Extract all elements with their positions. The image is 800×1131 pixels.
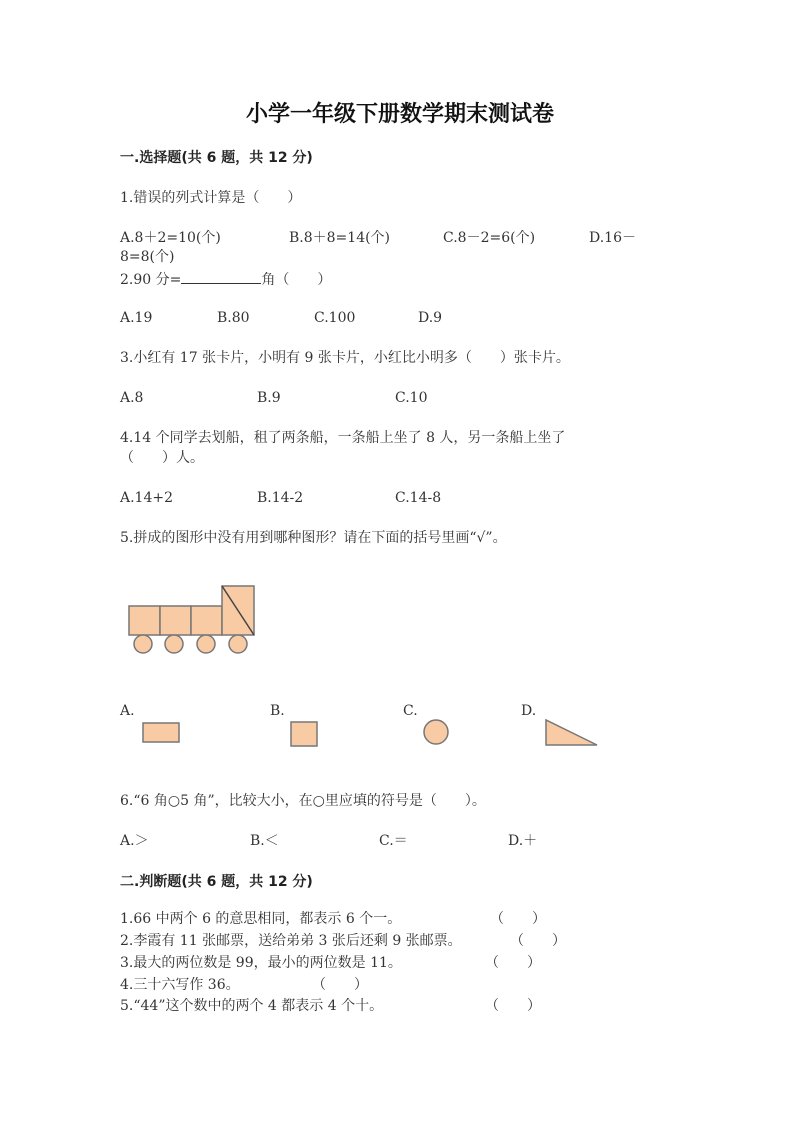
question-4-stem-line2: （ ）人。 [120,450,204,466]
truck-wheels [134,635,247,653]
question-3-option-b: B.9 [257,390,281,406]
section-heading-choice: 一.选择题(共 6 题，共 12 分) [120,150,313,166]
question-6-option-a: A.＞ [120,833,149,849]
question-4-option-c: C.14-8 [395,490,442,506]
question-2-stem-before: 2.90 分= [120,272,182,288]
judgement-answer-paren-4[interactable]: （ ） [312,977,368,993]
question-5-option-d: D. [521,703,537,719]
judgement-answer-paren-3[interactable]: （ ） [485,955,541,971]
judgement-item-1: 1.66 中两个 6 的意思相同，都表示 6 个一。 [120,911,402,927]
judgement-item-4: 4.三十六写作 36。 [120,977,240,993]
truck-body [129,586,254,635]
question-3-stem: 3.小红有 17 张卡片，小明有 9 张卡片，小红比小明多（ ）张卡片。 [120,350,570,366]
question-6-option-d: D.＋ [508,833,538,849]
question-5-option-c: C. [403,703,418,719]
section-heading-judgement: 二.判断题(共 6 题，共 12 分) [120,874,313,890]
question-1-option-b: B.8＋8=14(个) [289,230,391,246]
question-2-option-d: D.9 [418,310,443,326]
judgement-item-5: 5.“44”这个数中的两个 4 都表示 4 个十。 [120,998,384,1014]
question-5-option-b: B. [270,703,285,719]
question-4-stem: 4.14 个同学去划船，租了两条船，一条船上坐了 8 人，另一条船上坐了 [120,430,566,446]
judgement-item-3: 3.最大的两位数是 99，最小的两位数是 11。 [120,955,402,971]
rectangle-shape [143,723,179,742]
question-2-stem-after: 角（ ） [261,272,332,288]
question-4-option-b: B.14-2 [257,490,304,506]
question-2-option-b: B.80 [217,310,250,326]
judgement-answer-paren-1[interactable]: （ ） [490,911,546,927]
circle-shape [424,720,448,744]
question-1-stem: 1.错误的列式计算是（ ） [120,190,302,206]
question-5-option-a: A. [120,703,135,719]
question-4-option-a: A.14+2 [120,490,174,506]
question-2-option-a: A.19 [120,310,153,326]
question-5-stem: 5.拼成的图形中没有用到哪种图形？请在下面的括号里画“√”。 [120,530,507,546]
question-1-option-a: A.8＋2=10(个) [120,230,221,246]
question-3-option-c: C.10 [395,390,428,406]
question-1-option-c: C.8－2=6(个) [443,230,536,246]
judgement-answer-paren-5[interactable]: （ ） [485,998,541,1014]
question-1-option-d: D.16－ [589,230,636,246]
triangle-shape [546,720,597,745]
question-2-option-c: C.100 [314,310,356,326]
question-6-option-b: B.＜ [250,833,279,849]
judgement-item-2: 2.李霞有 11 张邮票，送给弟弟 3 张后还剩 9 张邮票。 [120,933,462,949]
question-6-option-c: C.＝ [379,833,408,849]
page-title: 小学一年级下册数学期末测试卷 [245,101,554,127]
question-1-option-d-wrap: 8=8(个) [120,249,175,265]
question-6-stem: 6.“6 角○5 角”，比较大小，在○里应填的符号是（ ）。 [120,793,486,809]
question-3-option-a: A.8 [120,390,144,406]
square-shape [291,722,317,746]
judgement-answer-paren-2[interactable]: （ ） [510,933,566,949]
